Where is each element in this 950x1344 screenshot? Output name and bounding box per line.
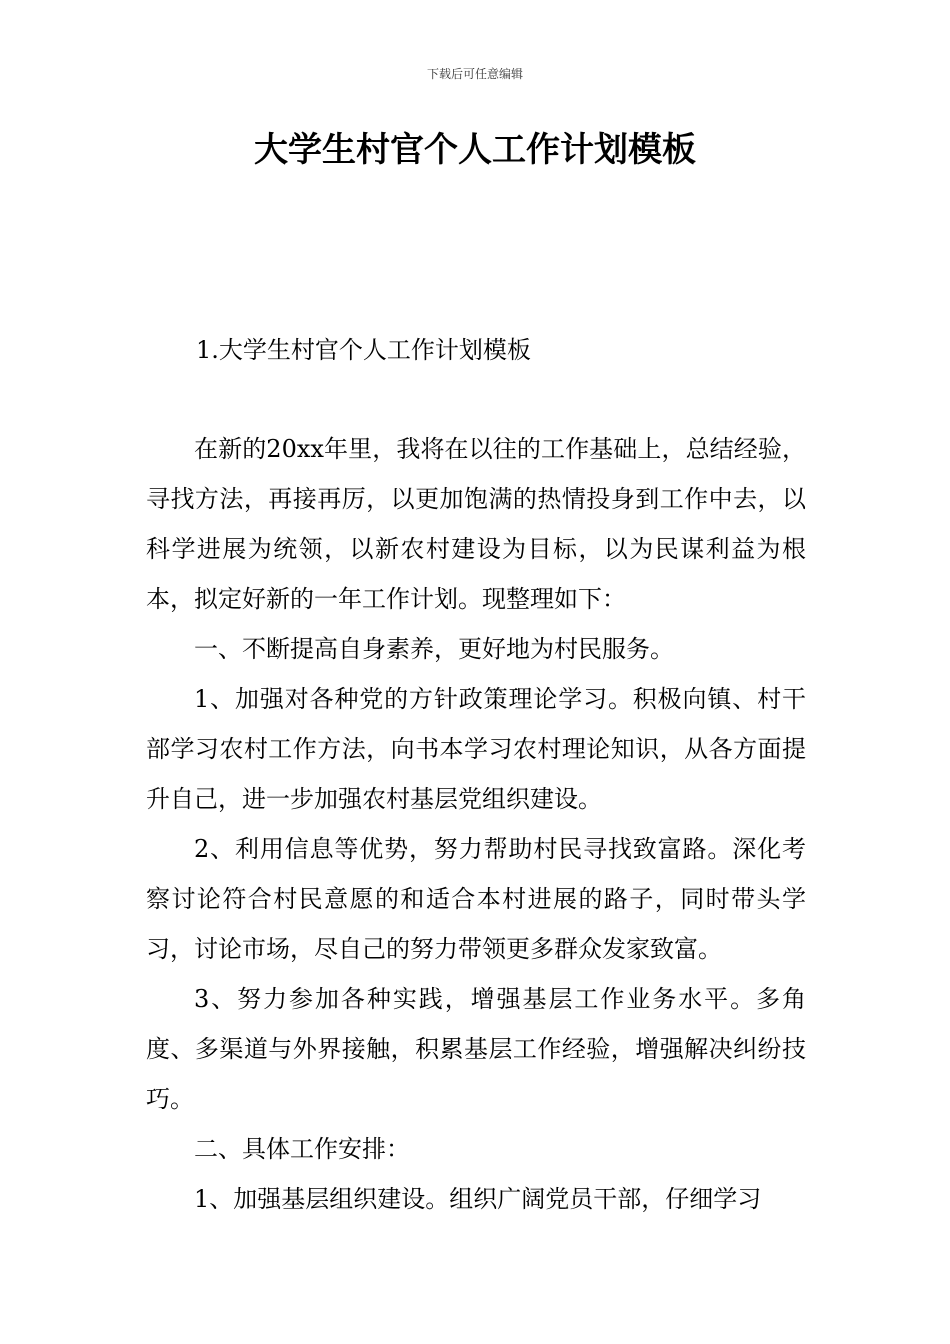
document-body [146, 424, 806, 1224]
document-title: 大学生村官个人工作计划模板 [254, 130, 696, 170]
paragraph-arrangement-1: 1、加强基层组织建设。组织广阔党员干部，仔细学习 [194, 1185, 762, 1213]
paragraph-item-1: 1、加强对各种党的方针政策理论学习。积极向镇、村干部学习农村工作方法，向书本学习农村理论知识，从各方面提升自己，进一步加强农村基层党组织建设。 [146, 685, 806, 813]
header-note: 下载后可任意编辑 [426, 67, 523, 81]
paragraph-heading-two: 二、具体工作安排： [194, 1135, 410, 1163]
paragraph-heading-one: 一、不断提高自身素养，更好地为村民服务。 [194, 635, 674, 663]
paragraph-item-2: 2、利用信息等优势，努力帮助村民寻找致富路。深化考察讨论符合村民意愿的和适合本村进展的路子，同时带头学习，讨论市场，尽自己的努力带领更多群众发家致富。 [146, 835, 806, 963]
paragraph-item-3: 3、努力参加各种实践，增强基层工作业务水平。多角度、多渠道与外界接触，积累基层工作经验，增强解决纠纷技巧。 [146, 985, 806, 1113]
section-heading: 1.大学生村官个人工作计划模板 [196, 336, 531, 364]
paragraph-intro: 在新的20xx年里，我将在以往的工作基础上，总结经验，寻找方法，再接再厉，以更加饱满的热情投身到工作中去，以科学进展为统领，以新农村建设为目标，以为民谋利益为根本，拟定好新的一年工作计划。现整理如下： [146, 435, 806, 613]
